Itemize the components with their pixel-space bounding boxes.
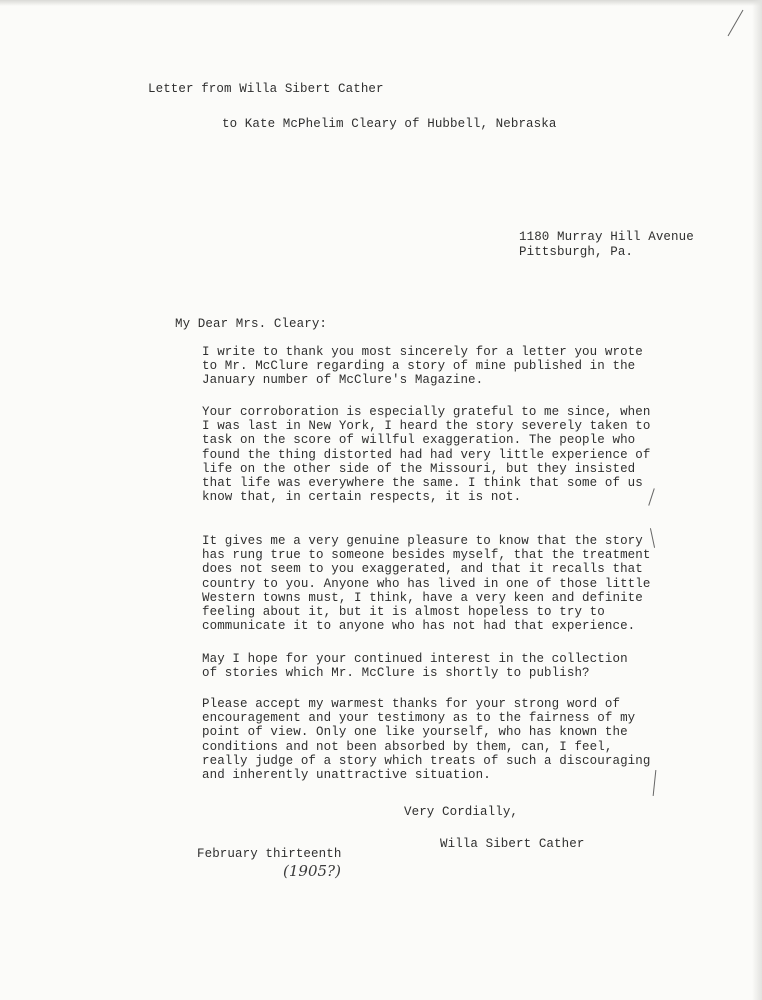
paper-right-edge xyxy=(752,0,762,1000)
margin-pencil-mark xyxy=(653,770,657,796)
address-line-2: Pittsburgh, Pa. xyxy=(519,245,634,259)
body-paragraph-5: Please accept my warmest thanks for your strong word of encouragement and your testimony as to the fairness of my point of view. Only one like yourself, who has known the conditions and not been absorbed by them, can, I feel, really judge of a story which treats of such a discouraging and inherently unattractive situation. xyxy=(202,697,651,783)
heading-line-1: Letter from Willa Sibert Cather xyxy=(148,82,384,96)
body-paragraph-1: I write to thank you most sincerely for a letter you wrote to Mr. McClure regarding a story of mine published in the January number of McClure's Magazine. xyxy=(202,345,643,388)
margin-pencil-mark xyxy=(650,528,655,548)
salutation: My Dear Mrs. Cleary: xyxy=(175,317,328,331)
corner-pencil-mark xyxy=(728,10,744,36)
heading-line-2: to Kate McPhelim Cleary of Hubbell, Nebraska xyxy=(222,117,557,131)
body-paragraph-2: Your corroboration is especially grateful to me since, when I was last in New York, I heard the story severely taken to task on the score of willful exaggeration. The people who found the thing distorted had had very little experience of life on the other side of the Missouri, but they insisted that life was everywhere the same. I think that some of us know that, in certain respects, it is not. xyxy=(202,405,651,505)
body-paragraph-4: May I hope for your continued interest in the collection of stories which Mr. McClure is shortly to publish? xyxy=(202,652,628,681)
paper-top-edge xyxy=(0,0,762,6)
closing: Very Cordially, xyxy=(404,805,519,819)
letter-date: February thirteenth xyxy=(197,847,342,861)
body-paragraph-3: It gives me a very genuine pleasure to know that the story has rung true to someone besides myself, that the treatment does not seem to you exaggerated, and that it recalls that country to you. Anyone who has lived in one of those little Western towns must, I think, have a very keen and definite feeling about it, but it is almost hopeless to try to communicate it to anyone who has not had that experience. xyxy=(202,534,651,634)
handwritten-year: (1905?) xyxy=(283,862,341,880)
address-line-1: 1180 Murray Hill Avenue xyxy=(519,230,694,244)
signature-name: Willa Sibert Cather xyxy=(440,837,585,851)
